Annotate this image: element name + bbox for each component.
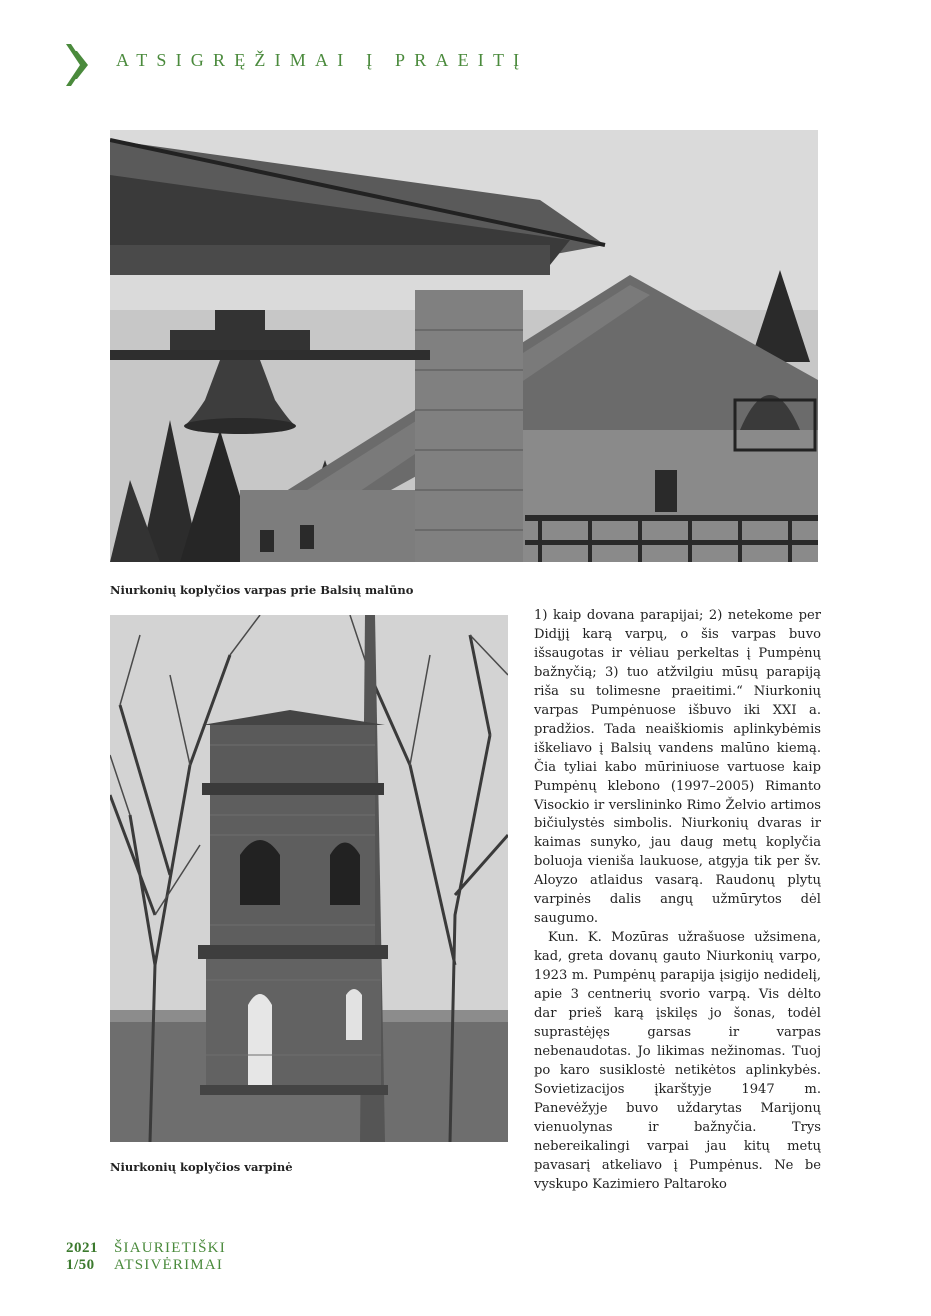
magazine-name: ATSIVĖRIMAI [114, 1257, 224, 1273]
double-chevron-icon [66, 44, 90, 86]
figure-caption: Niurkonių koplyčios varpinė [110, 1160, 293, 1174]
page-footer [66, 1240, 226, 1274]
figure-caption: Niurkonių koplyčios varpas prie Balsių malūno [110, 583, 414, 597]
footer-year: 2021 [66, 1240, 98, 1256]
article-paragraph: 1) kaip dovana parapijai; 2) netekome per Didįjį karą varpų, o šis varpas buvo išsaugotas ir vėliau perkeltas į Pumpėnų bažnyčią; 3) tuo atžvilgiu mūsų parapiją riša su tolimesne praeitimi.“ Niurkonių varpas Pumpėnuose išbuvo iki XXI a. pradžios. Tada neaiškiomis aplinkybėmis iškeliavo į Balsių vandens malūno kiemą. Čia tyliai kabo mūriniuose vartuose kaip Pumpėnų klebono (1997–2005) Rimanto Visockio ir verslininko Rimo Želvio artimos bičiulystės simbolis. Niurkonių dvaras ir kaimas sunyko, jau daug metų koplyčia boluoja vieniša laukuose, atgyja tik per šv. Aloyzo atlaidus vasarą. Raudonų plytų varpinės dalis angų užmūrytos dėl saugumo. [534, 608, 821, 927]
bell-mill-photo [110, 130, 818, 562]
footer-issue: 1/50 [66, 1257, 95, 1273]
bell-tower-photo [110, 615, 508, 1142]
article-body [534, 607, 821, 1195]
section-title: ATSIGRĘŽIMAI Į PRAEITĮ [116, 50, 529, 70]
magazine-name: ŠIAURIETIŠKI [114, 1240, 226, 1256]
article-paragraph: Kun. K. Mozūras užrašuose užsimena, kad, greta dovanų gauto Niurkonių varpo, 1923 m. Pumpėnų parapija įsigijo nedidelį, apie 3 centnerių svorio varpą. Vis dėlto dar prieš karą įskilęs jo šonas, todėl suprastėjęs garsas ir varpas nebenaudotas. Jo likimas nežinomas. Tuoj po karo susiklostė netikėtos aplinkybės. Sovietizacijos įkarštyje 1947 m. Panevėžyje buvo uždarytas Marijonų vienuolynas ir bažnyčia. Trys nebereikalingi varpai jau kitų metų pavasarį atkeliavo į Pumpėnus. Ne be vyskupo Kazimiero Paltaroko [534, 930, 821, 1192]
